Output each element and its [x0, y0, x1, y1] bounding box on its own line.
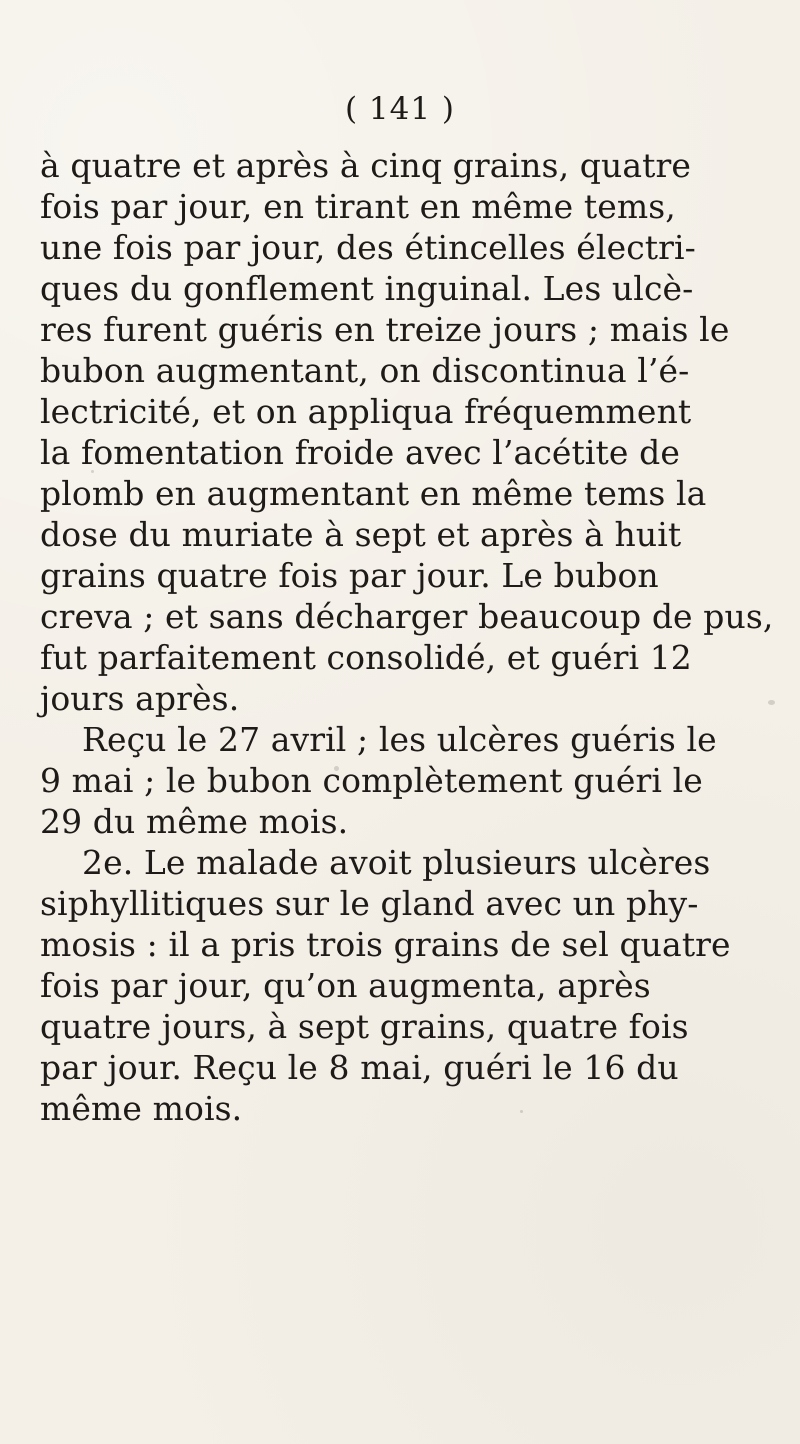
text-line: siphyllitiques sur le gland avec un phy-: [40, 884, 699, 923]
paper-speck: [91, 470, 94, 473]
text-line: la fomentation froide avec l’acétite de: [40, 433, 680, 472]
text-line: par jour. Reçu le 8 mai, guéri le 16 du: [40, 1048, 679, 1087]
paper-speck: [334, 766, 339, 771]
text-line: une fois par jour, des étincelles électri-: [40, 228, 696, 267]
body-text: [40, 145, 774, 1129]
text-line: fut parfaitement consolidé, et guéri 12: [40, 638, 692, 677]
paper-speck: [604, 1036, 608, 1040]
paragraph-start-line: 2e. Le malade avoit plusieurs ulcères: [82, 843, 711, 882]
text-line: même mois.: [40, 1089, 243, 1128]
text-line: 9 mai ; le bubon complètement guéri le: [40, 761, 703, 800]
text-line: grains quatre fois par jour. Le bubon: [40, 556, 659, 595]
text-line: res furent guéris en treize jours ; mais le: [40, 310, 730, 349]
text-line: creva ; et sans décharger beaucoup de pus,: [40, 597, 774, 636]
text-line: mosis : il a pris trois grains de sel quatre: [40, 925, 731, 964]
paper-speck: [768, 700, 775, 705]
text-line: jours après.: [40, 679, 240, 718]
text-line: plomb en augmentant en même tems la: [40, 474, 707, 513]
paragraph-start-line: Reçu le 27 avril ; les ulcères guéris le: [82, 720, 717, 759]
text-line: dose du muriate à sept et après à huit: [40, 515, 682, 554]
page-number: ( 141 ): [344, 91, 456, 127]
text-line: ques du gonflement inguinal. Les ulcè-: [40, 269, 694, 308]
text-line: 29 du même mois.: [40, 802, 349, 841]
text-line: fois par jour, en tirant en même tems,: [40, 187, 676, 226]
text-line: bubon augmentant, on discontinua l’é-: [40, 351, 690, 390]
text-line: quatre jours, à sept grains, quatre fois: [40, 1007, 689, 1046]
text-line: lectricité, et on appliqua fréquemment: [40, 392, 692, 431]
text-line: fois par jour, qu’on augmenta, après: [40, 966, 651, 1005]
paper-speck: [520, 1110, 523, 1113]
text-line: à quatre et après à cinq grains, quatre: [40, 146, 691, 185]
